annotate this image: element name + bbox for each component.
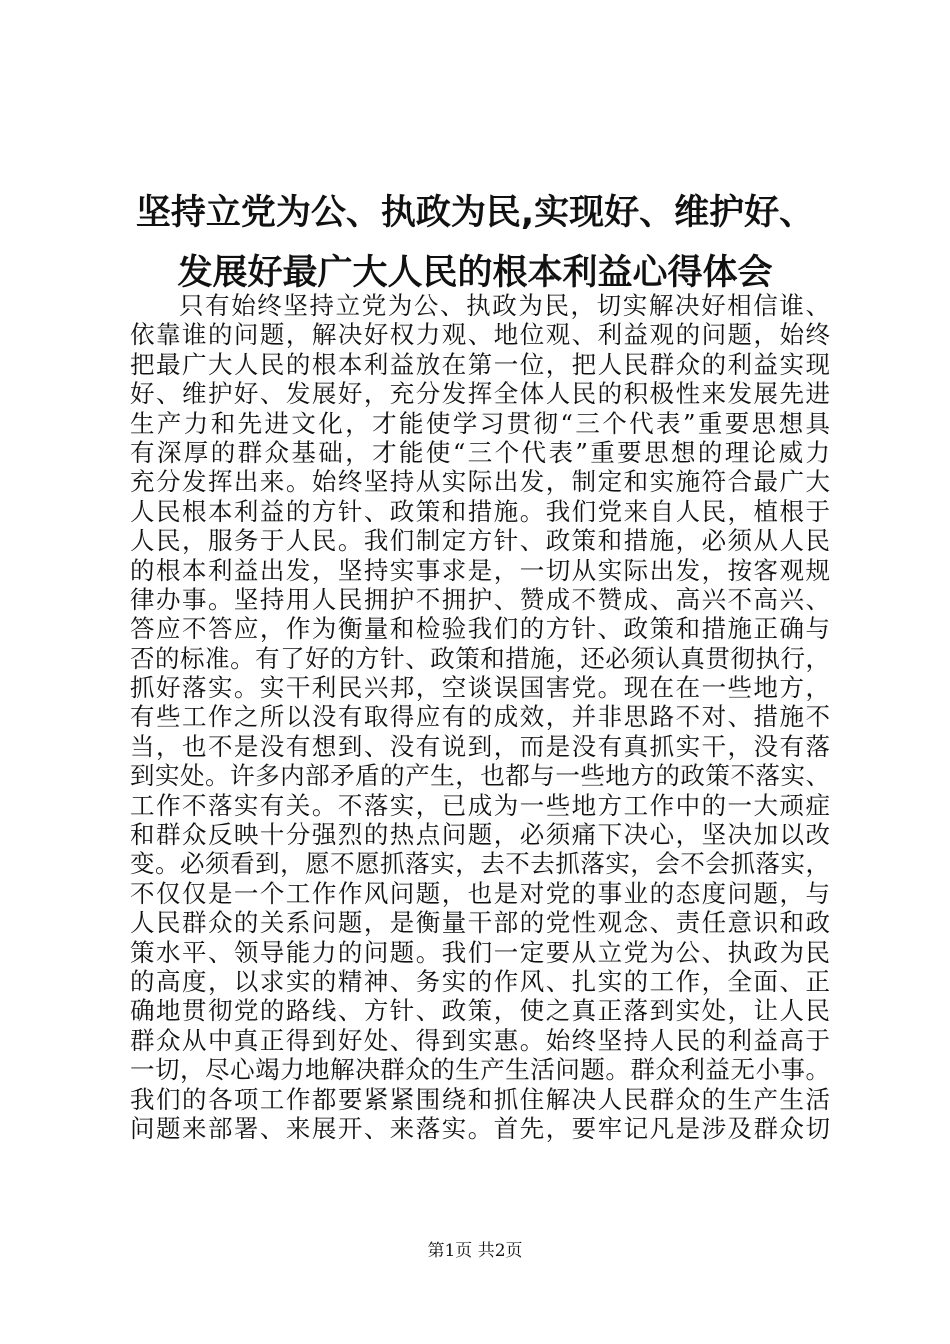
body-line: 答应不答应，作为衡量和检验我们的方针、政策和措施正确与 [130, 614, 830, 644]
body-line: 充分发挥出来。始终坚持从实际出发，制定和实施符合最广大 [130, 467, 830, 497]
body-line: 一切，尽心竭力地解决群众的生产生活问题。群众利益无小事。 [130, 1055, 830, 1085]
title-line-2: 发展好最广大人民的根本利益心得体会 [177, 253, 773, 293]
body-paragraph [130, 291, 830, 1143]
document-title [0, 183, 950, 303]
title-line-1: 坚持立党为公、执政为民,实现好、维护好、 [135, 193, 815, 233]
body-line: 否的标准。有了好的方针、政策和措施，还必须认真贯彻执行， [130, 643, 830, 673]
body-line: 工作不落实有关。不落实，已成为一些地方工作中的一大顽症 [130, 790, 830, 820]
body-line: 群众从中真正得到好处、得到实惠。始终坚持人民的利益高于 [130, 1025, 830, 1055]
body-line: 到实处。许多内部矛盾的产生，也都与一些地方的政策不落实、 [130, 761, 830, 791]
body-line: 当，也不是没有想到、没有说到，而是没有真抓实干，没有落 [130, 731, 830, 761]
body-line: 问题来部署、来展开、来落实。首先，要牢记凡是涉及群众切 [130, 1113, 830, 1143]
body-line: 人民根本利益的方针、政策和措施。我们党来自人民，植根于 [130, 496, 830, 526]
body-line: 律办事。坚持用人民拥护不拥护、赞成不赞成、高兴不高兴、 [130, 584, 830, 614]
body-line: 策水平、领导能力的问题。我们一定要从立党为公、执政为民 [130, 937, 830, 967]
body-line: 只有始终坚持立党为公、执政为民，切实解决好相信谁、 [179, 291, 830, 320]
body-line: 好、维护好、发展好，充分发挥全体人民的积极性来发展先进 [130, 379, 830, 409]
body-line: 生产力和先进文化，才能使学习贯彻“三个代表”重要思想具 [130, 408, 830, 438]
body-line: 把最广大人民的根本利益放在第一位，把人民群众的利益实现 [130, 349, 830, 379]
body-line: 人民群众的关系问题，是衡量干部的党性观念、责任意识和政 [130, 908, 830, 938]
body-line: 的高度，以求实的精神、务实的作风、扎实的工作，全面、正 [130, 966, 830, 996]
body-line: 依靠谁的问题，解决好权力观、地位观、利益观的问题，始终 [130, 320, 830, 350]
body-line: 变。必须看到，愿不愿抓落实，去不去抓落实，会不会抓落实， [130, 849, 830, 879]
body-line: 有深厚的群众基础，才能使“三个代表”重要思想的理论威力 [130, 437, 830, 467]
body-line: 我们的各项工作都要紧紧围绕和抓住解决人民群众的生产生活 [130, 1084, 830, 1114]
body-line: 和群众反映十分强烈的热点问题，必须痛下决心，坚决加以改 [130, 820, 830, 850]
page-number-footer: 第1页 共2页 [427, 1241, 523, 1261]
body-line: 有些工作之所以没有取得应有的成效，并非思路不对、措施不 [130, 702, 830, 732]
body-line: 抓好落实。实干利民兴邦，空谈误国害党。现在在一些地方， [130, 673, 830, 703]
body-line: 不仅仅是一个工作作风问题，也是对党的事业的态度问题，与 [130, 878, 830, 908]
body-line: 的根本利益出发，坚持实事求是，一切从实际出发，按客观规 [130, 555, 830, 585]
body-line: 确地贯彻党的路线、方针、政策，使之真正落到实处，让人民 [130, 996, 830, 1026]
body-line: 人民，服务于人民。我们制定方针、政策和措施，必须从人民 [130, 526, 830, 556]
